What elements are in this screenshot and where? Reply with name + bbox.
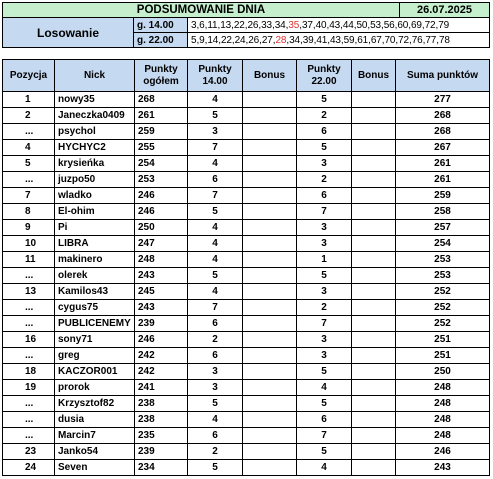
cell-bonus-1400 [243, 108, 297, 124]
cell-punkty-ogolem: 238 [135, 396, 188, 412]
cell-punkty-2200: 5 [297, 364, 352, 380]
cell-punkty-2200: 5 [297, 396, 352, 412]
cell-punkty-1400: 4 [188, 156, 243, 172]
cell-punkty-2200: 2 [297, 172, 352, 188]
cell-punkty-2200: 5 [297, 444, 352, 460]
drawn-number: 6 [199, 19, 205, 31]
drawn-number: 59 [343, 34, 355, 46]
drawn-number: 40 [315, 19, 327, 31]
cell-bonus-1400 [243, 380, 297, 396]
drawn-number: 24 [234, 34, 246, 46]
cell-suma-punktow: 268 [396, 124, 490, 140]
cell-bonus-2200 [352, 348, 396, 364]
cell-bonus-2200 [352, 300, 396, 316]
report-date: 26.07.2025 [400, 3, 490, 18]
table-row [3, 220, 490, 236]
cell-nick: olerek [55, 268, 135, 284]
drawn-number: 61 [357, 34, 369, 46]
cell-pozycja: 18 [3, 364, 55, 380]
cell-nick: Janeczka0409 [55, 108, 135, 124]
cell-nick: LIBRA [55, 236, 135, 252]
cell-nick: prorok [55, 380, 135, 396]
cell-bonus-2200 [352, 172, 396, 188]
cell-punkty-2200: 7 [297, 428, 352, 444]
cell-punkty-1400: 3 [188, 124, 243, 140]
cell-suma-punktow: 253 [396, 268, 490, 284]
cell-punkty-2200: 5 [297, 92, 352, 108]
cell-suma-punktow: 261 [396, 156, 490, 172]
cell-pozycja: ... [3, 348, 55, 364]
cell-pozycja: ... [3, 396, 55, 412]
cell-bonus-2200 [352, 204, 396, 220]
drawn-number: 34 [274, 19, 286, 31]
cell-bonus-2200 [352, 412, 396, 428]
cell-bonus-2200 [352, 236, 396, 252]
cell-bonus-1400 [243, 444, 297, 460]
cell-suma-punktow: 267 [396, 140, 490, 156]
cell-pozycja: ... [3, 428, 55, 444]
cell-punkty-1400: 4 [188, 220, 243, 236]
cell-bonus-1400 [243, 124, 297, 140]
cell-bonus-2200 [352, 140, 396, 156]
cell-suma-punktow: 268 [396, 108, 490, 124]
drawn-number: 26 [247, 19, 259, 31]
drawn-number: 26 [248, 34, 260, 46]
ranking-table-body [3, 92, 490, 476]
cell-punkty-1400: 5 [188, 396, 243, 412]
drawn-number: 5 [191, 34, 197, 46]
cell-punkty-1400: 7 [188, 188, 243, 204]
cell-punkty-1400: 4 [188, 412, 243, 428]
cell-punkty-ogolem: 254 [135, 156, 188, 172]
cell-punkty-2200: 5 [297, 140, 352, 156]
cell-nick: Krzysztof82 [55, 396, 135, 412]
cell-suma-punktow: 250 [396, 364, 490, 380]
cell-pozycja: 2 [3, 108, 55, 124]
cell-punkty-ogolem: 242 [135, 348, 188, 364]
cell-bonus-2200 [352, 188, 396, 204]
cell-punkty-1400: 4 [188, 92, 243, 108]
table-row [3, 460, 490, 476]
cell-bonus-1400 [243, 236, 297, 252]
table-row [3, 332, 490, 348]
table-row [3, 284, 490, 300]
table-row [3, 108, 490, 124]
cell-bonus-1400 [243, 188, 297, 204]
table-row [3, 172, 490, 188]
cell-suma-punktow: 248 [396, 412, 490, 428]
cell-suma-punktow: 254 [396, 236, 490, 252]
cell-nick: Marcin7 [55, 428, 135, 444]
cell-punkty-ogolem: 246 [135, 204, 188, 220]
cell-bonus-1400 [243, 92, 297, 108]
cell-pozycja: 5 [3, 156, 55, 172]
drawn-number: 3 [191, 19, 197, 31]
cell-bonus-1400 [243, 332, 297, 348]
drawn-number: 43 [329, 19, 341, 31]
cell-bonus-1400 [243, 204, 297, 220]
cell-pozycja: 13 [3, 284, 55, 300]
drawn-number: 11 [207, 19, 218, 31]
draw-time-2200: g. 22.00 [134, 33, 188, 48]
drawn-number: 43 [329, 34, 341, 46]
cell-punkty-ogolem: 253 [135, 172, 188, 188]
cell-suma-punktow: 248 [396, 380, 490, 396]
table-row [3, 252, 490, 268]
cell-punkty-2200: 3 [297, 220, 352, 236]
cell-bonus-2200 [352, 156, 396, 172]
drawn-number: 77 [425, 34, 437, 46]
drawn-number: 14 [207, 34, 219, 46]
cell-punkty-1400: 5 [188, 460, 243, 476]
col-header-bonus-2200: Bonus [352, 60, 396, 92]
cell-punkty-ogolem: 247 [135, 236, 188, 252]
draw-numbers-2200: 5,9,14,22,24,26,27,28,34,39,41,43,59,61,67,70,72,76,77,78 [188, 33, 490, 48]
col-header-bonus-1400: Bonus [243, 60, 297, 92]
drawn-number: 72 [398, 34, 409, 46]
table-row [3, 396, 490, 412]
cell-bonus-2200 [352, 284, 396, 300]
cell-punkty-2200: 6 [297, 412, 352, 428]
cell-bonus-2200 [352, 220, 396, 236]
cell-punkty-1400: 2 [188, 332, 243, 348]
cell-nick: juzpo50 [55, 172, 135, 188]
drawn-number: 72 [424, 19, 436, 31]
cell-punkty-2200: 3 [297, 348, 352, 364]
cell-punkty-ogolem: 241 [135, 380, 188, 396]
cell-bonus-1400 [243, 412, 297, 428]
table-row [3, 316, 490, 332]
cell-nick: KACZOR001 [55, 364, 135, 380]
cell-pozycja: 24 [3, 460, 55, 476]
table-header-row [3, 60, 490, 92]
page-title: PODSUMOWANIE DNIA [3, 3, 400, 18]
cell-pozycja: 23 [3, 444, 55, 460]
drawn-number: 13 [220, 19, 232, 31]
cell-punkty-ogolem: 246 [135, 188, 188, 204]
cell-punkty-2200: 3 [297, 236, 352, 252]
cell-nick: cygus75 [55, 300, 135, 316]
drawn-number: 37 [301, 19, 313, 31]
drawn-number-highlighted: 28 [275, 34, 287, 46]
drawn-number: 56 [383, 19, 395, 31]
cell-punkty-2200: 6 [297, 124, 352, 140]
table-row [3, 140, 490, 156]
cell-bonus-2200 [352, 396, 396, 412]
cell-bonus-2200 [352, 380, 396, 396]
cell-punkty-ogolem: 255 [135, 140, 188, 156]
cell-punkty-1400: 5 [188, 204, 243, 220]
cell-pozycja: 19 [3, 380, 55, 396]
cell-bonus-2200 [352, 92, 396, 108]
cell-punkty-ogolem: 259 [135, 124, 188, 140]
cell-punkty-ogolem: 246 [135, 332, 188, 348]
cell-punkty-1400: 3 [188, 364, 243, 380]
cell-punkty-ogolem: 242 [135, 364, 188, 380]
cell-punkty-2200: 6 [297, 188, 352, 204]
cell-suma-punktow: 248 [396, 428, 490, 444]
cell-pozycja: 10 [3, 236, 55, 252]
draw-summary-header [2, 2, 490, 48]
cell-bonus-2200 [352, 332, 396, 348]
cell-suma-punktow: 252 [396, 300, 490, 316]
cell-bonus-1400 [243, 364, 297, 380]
cell-nick: El-ohim [55, 204, 135, 220]
cell-suma-punktow: 248 [396, 396, 490, 412]
cell-bonus-2200 [352, 268, 396, 284]
draw-time-1400: g. 14.00 [134, 18, 188, 33]
cell-punkty-1400: 5 [188, 268, 243, 284]
drawn-number-highlighted: 35 [288, 19, 300, 31]
cell-nick: Seven [55, 460, 135, 476]
cell-suma-punktow: 259 [396, 188, 490, 204]
cell-punkty-1400: 6 [188, 316, 243, 332]
cell-punkty-2200: 4 [297, 380, 352, 396]
drawn-number: 22 [233, 19, 245, 31]
cell-punkty-2200: 2 [297, 108, 352, 124]
cell-punkty-ogolem: 261 [135, 108, 188, 124]
cell-punkty-2200: 3 [297, 284, 352, 300]
cell-bonus-2200 [352, 108, 396, 124]
cell-bonus-2200 [352, 460, 396, 476]
drawn-number: 67 [370, 34, 382, 46]
drawn-number: 69 [410, 19, 422, 31]
cell-suma-punktow: 246 [396, 444, 490, 460]
cell-nick: krysieńka [55, 156, 135, 172]
cell-suma-punktow: 253 [396, 252, 490, 268]
drawn-number: 34 [289, 34, 300, 46]
table-row [3, 412, 490, 428]
cell-pozycja: ... [3, 124, 55, 140]
drawn-number: 27 [261, 34, 273, 46]
cell-punkty-1400: 2 [188, 444, 243, 460]
drawn-number: 78 [438, 34, 450, 46]
drawn-number: 44 [342, 19, 354, 31]
cell-punkty-1400: 6 [188, 172, 243, 188]
cell-pozycja: 4 [3, 140, 55, 156]
cell-pozycja: 11 [3, 252, 55, 268]
table-row [3, 236, 490, 252]
cell-bonus-1400 [243, 284, 297, 300]
table-row [3, 380, 490, 396]
col-header-pozycja: Pozycja [3, 60, 55, 92]
cell-punkty-1400: 4 [188, 236, 243, 252]
cell-nick: Pi [55, 220, 135, 236]
cell-bonus-2200 [352, 252, 396, 268]
table-row [3, 204, 490, 220]
table-row [3, 188, 490, 204]
cell-nick: psychol [55, 124, 135, 140]
cell-pozycja: ... [3, 172, 55, 188]
cell-punkty-1400: 6 [188, 428, 243, 444]
cell-bonus-1400 [243, 156, 297, 172]
drawn-number: 9 [199, 34, 205, 46]
cell-pozycja: 9 [3, 220, 55, 236]
col-header-punkty-2200: Punkty 22.00 [297, 60, 352, 92]
drawn-number: 79 [438, 19, 450, 31]
cell-pozycja: ... [3, 412, 55, 428]
cell-suma-punktow: 252 [396, 316, 490, 332]
drawn-number: 50 [356, 19, 368, 31]
cell-pozycja: ... [3, 316, 55, 332]
cell-bonus-1400 [243, 300, 297, 316]
cell-pozycja: ... [3, 300, 55, 316]
cell-bonus-2200 [352, 124, 396, 140]
cell-punkty-ogolem: 239 [135, 316, 188, 332]
drawn-number: 41 [316, 34, 328, 46]
col-header-punkty-ogolem: Punkty ogółem [135, 60, 188, 92]
table-row [3, 268, 490, 284]
drawn-number: 60 [397, 19, 409, 31]
cell-suma-punktow: 251 [396, 332, 490, 348]
drawn-number: 70 [384, 34, 396, 46]
table-row [3, 156, 490, 172]
cell-punkty-1400: 4 [188, 284, 243, 300]
draw-numbers-1400: 3,6,11,13,22,26,33,34,35,37,40,43,44,50,53,56,60,69,72,79 [188, 18, 490, 33]
cell-bonus-1400 [243, 252, 297, 268]
cell-bonus-2200 [352, 444, 396, 460]
cell-punkty-2200: 7 [297, 204, 352, 220]
cell-punkty-ogolem: 245 [135, 284, 188, 300]
cell-pozycja: 8 [3, 204, 55, 220]
col-header-punkty-1400: Punkty 14.00 [188, 60, 243, 92]
cell-bonus-1400 [243, 268, 297, 284]
cell-bonus-2200 [352, 364, 396, 380]
cell-punkty-2200: 2 [297, 300, 352, 316]
cell-nick: Kamilos43 [55, 284, 135, 300]
cell-punkty-2200: 7 [297, 316, 352, 332]
cell-nick: PUBLICENEMY [55, 316, 135, 332]
cell-bonus-1400 [243, 220, 297, 236]
cell-pozycja: 16 [3, 332, 55, 348]
cell-suma-punktow: 251 [396, 348, 490, 364]
losowanie-label: Losowanie [3, 18, 134, 48]
cell-nick: makinero [55, 252, 135, 268]
cell-nick: sony71 [55, 332, 135, 348]
cell-bonus-1400 [243, 396, 297, 412]
cell-punkty-ogolem: 248 [135, 252, 188, 268]
cell-bonus-2200 [352, 316, 396, 332]
cell-suma-punktow: 257 [396, 220, 490, 236]
table-row [3, 364, 490, 380]
table-row [3, 300, 490, 316]
cell-punkty-1400: 3 [188, 380, 243, 396]
cell-punkty-2200: 3 [297, 332, 352, 348]
cell-punkty-1400: 4 [188, 252, 243, 268]
cell-bonus-1400 [243, 428, 297, 444]
cell-punkty-1400: 7 [188, 140, 243, 156]
cell-pozycja: 7 [3, 188, 55, 204]
table-row [3, 348, 490, 364]
cell-punkty-ogolem: 250 [135, 220, 188, 236]
cell-punkty-ogolem: 268 [135, 92, 188, 108]
col-header-suma-punktow: Suma punktów [396, 60, 490, 92]
cell-nick: dusia [55, 412, 135, 428]
cell-punkty-ogolem: 238 [135, 412, 188, 428]
cell-punkty-ogolem: 243 [135, 300, 188, 316]
cell-bonus-1400 [243, 348, 297, 364]
table-row [3, 124, 490, 140]
cell-punkty-ogolem: 239 [135, 444, 188, 460]
cell-bonus-1400 [243, 460, 297, 476]
cell-nick: nowy35 [55, 92, 135, 108]
cell-punkty-ogolem: 234 [135, 460, 188, 476]
cell-punkty-1400: 5 [188, 108, 243, 124]
cell-punkty-1400: 7 [188, 300, 243, 316]
cell-pozycja: 1 [3, 92, 55, 108]
ranking-table [2, 59, 490, 476]
cell-nick: wladko [55, 188, 135, 204]
cell-punkty-ogolem: 243 [135, 268, 188, 284]
cell-bonus-2200 [352, 428, 396, 444]
cell-punkty-2200: 1 [297, 252, 352, 268]
table-row [3, 444, 490, 460]
cell-pozycja: ... [3, 268, 55, 284]
drawn-number: 39 [302, 34, 314, 46]
drawn-number: 33 [261, 19, 272, 31]
drawn-number: 76 [411, 34, 423, 46]
drawn-number: 22 [220, 34, 232, 46]
cell-suma-punktow: 277 [396, 92, 490, 108]
table-row [3, 92, 490, 108]
table-row [3, 428, 490, 444]
cell-punkty-ogolem: 235 [135, 428, 188, 444]
cell-suma-punktow: 258 [396, 204, 490, 220]
cell-punkty-2200: 5 [297, 268, 352, 284]
cell-bonus-1400 [243, 316, 297, 332]
cell-suma-punktow: 261 [396, 172, 490, 188]
cell-nick: greg [55, 348, 135, 364]
cell-suma-punktow: 252 [396, 284, 490, 300]
cell-punkty-2200: 4 [297, 460, 352, 476]
cell-bonus-1400 [243, 172, 297, 188]
col-header-nick: Nick [55, 60, 135, 92]
cell-nick: Janko54 [55, 444, 135, 460]
cell-punkty-1400: 6 [188, 348, 243, 364]
cell-nick: HYCHYC2 [55, 140, 135, 156]
cell-suma-punktow: 243 [396, 460, 490, 476]
cell-bonus-1400 [243, 140, 297, 156]
cell-punkty-2200: 3 [297, 156, 352, 172]
drawn-number: 53 [370, 19, 381, 31]
